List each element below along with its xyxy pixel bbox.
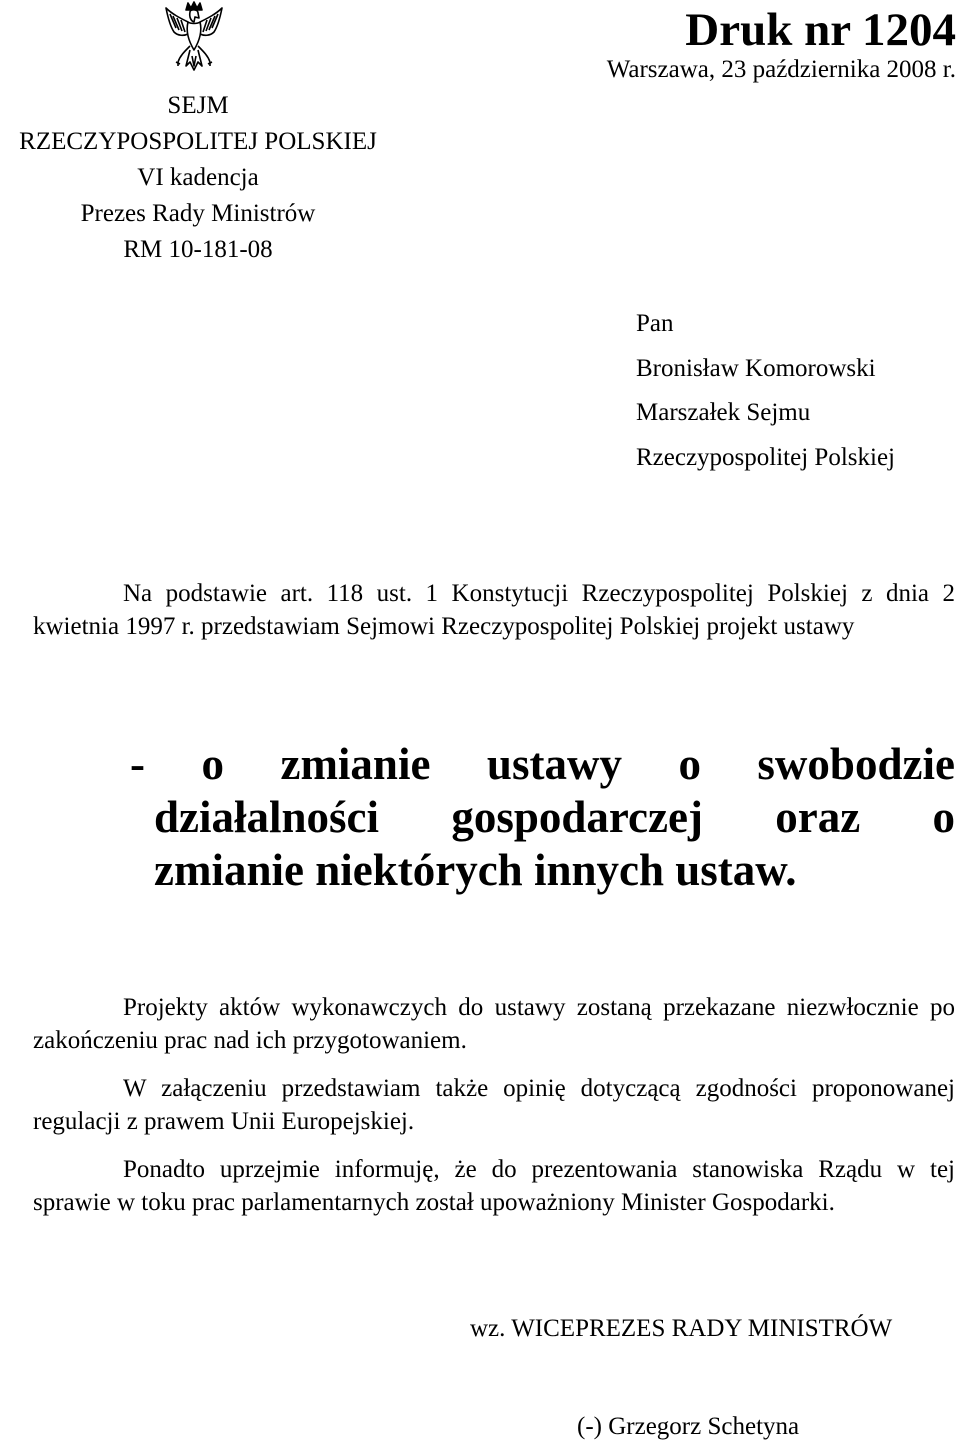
- polish-eagle-emblem-icon: [162, 0, 226, 80]
- paragraph-text: Projekty aktów wykonawczych do ustawy zostaną przekazane niezwłocznie po zakończeniu prac nad ich przygotowaniem.: [33, 994, 955, 1054]
- title-word: zmianie niektórych innych ustaw.: [154, 845, 797, 895]
- title-word: ustawy: [486, 739, 622, 789]
- addressee-name: Bronisław Komorowski: [636, 354, 876, 382]
- intro-paragraph: [33, 578, 955, 643]
- intro-text: Na podstawie art. 118 ust. 1 Konstytucji Rzeczypospolitej Polskiej z dnia 2 kwietnia 1997 r. przedstawiam Sejmowi Rzeczypospolitej Polskiej projekt ustawy: [33, 580, 955, 640]
- sender-block: [0, 88, 396, 268]
- bill-title-line: [130, 844, 955, 897]
- title-word: o: [678, 739, 701, 789]
- paragraph-text: W załączeniu przedstawiam także opinię dotyczącą zgodności proponowanej regulacji z prawem Unii Europejskiej.: [33, 1075, 955, 1135]
- bill-title: [130, 738, 955, 897]
- title-word: -: [130, 739, 145, 789]
- title-word: zmianie: [280, 739, 431, 789]
- title-word: o: [201, 739, 224, 789]
- sender-line: SEJM: [167, 92, 229, 119]
- bill-title-line: [130, 791, 955, 844]
- title-word: oraz: [775, 792, 861, 842]
- addressee-block: [636, 302, 895, 480]
- sender-line: Prezes Rady Ministrów: [80, 200, 316, 227]
- sender-reference-number: RM 10-181-08: [123, 236, 273, 263]
- signature-title: wz. WICEPREZES RADY MINISTRÓW: [470, 1315, 893, 1342]
- addressee-line: Marszałek Sejmu: [636, 399, 811, 427]
- document-date: Warszawa, 23 października 2008 r.: [606, 56, 956, 83]
- title-word: działalności: [154, 792, 380, 842]
- print-number: Druk nr 1204: [685, 4, 956, 56]
- sender-line: VI kadencja: [137, 164, 259, 191]
- paragraph-text: Ponadto uprzejmie informuję, że do prezentowania stanowiska Rządu w tej sprawie w toku prac parlamentarnych został upoważniony Minister Gospodarki.: [33, 1156, 955, 1216]
- paragraph-eu-opinion: [33, 1073, 955, 1138]
- bill-title-line: [130, 738, 955, 791]
- sender-line: RZECZYPOSPOLITEJ POLSKIEJ: [19, 128, 377, 155]
- title-word: swobodzie: [757, 739, 955, 789]
- signature-name: (-) Grzegorz Schetyna: [577, 1413, 800, 1440]
- addressee-line: Rzeczypospolitej Polskiej: [636, 443, 895, 471]
- addressee-line: Pan: [636, 310, 674, 337]
- paragraph-government-representative: [33, 1154, 955, 1219]
- title-word: o: [932, 792, 955, 842]
- title-word: gospodarczej: [451, 792, 703, 842]
- paragraph-implementing-acts: [33, 992, 955, 1057]
